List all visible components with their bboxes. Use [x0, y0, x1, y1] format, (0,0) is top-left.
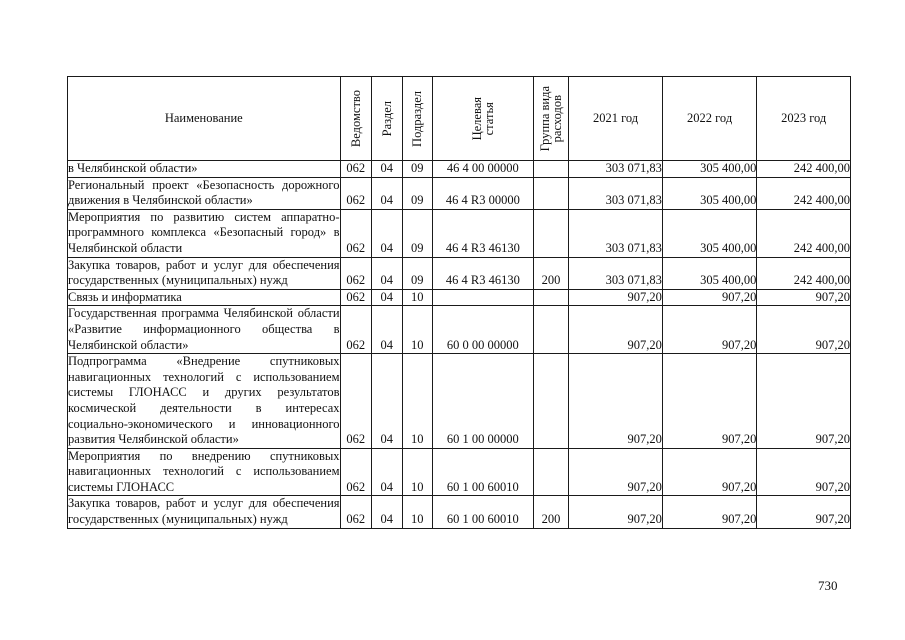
row-section: 04 — [372, 209, 403, 257]
row-2021: 907,20 — [569, 496, 663, 528]
table-row — [68, 177, 851, 209]
row-expense-group — [533, 306, 569, 354]
header-2021: 2021 год — [569, 77, 663, 161]
row-expense-group: 200 — [533, 496, 569, 528]
row-2022: 907,20 — [662, 289, 757, 306]
row-target-article: 60 1 00 00000 — [433, 354, 534, 449]
row-name: Мероприятия по развитию систем аппаратно-программного комплекса «Безопасный город» в Челябинской области — [68, 209, 341, 257]
row-subsection: 09 — [402, 161, 433, 178]
row-2021: 907,20 — [569, 354, 663, 449]
row-department: 062 — [340, 161, 372, 178]
budget-table — [67, 76, 851, 529]
header-target-article: Целевая статья — [433, 77, 534, 161]
row-2021: 303 071,83 — [569, 177, 663, 209]
row-name: Закупка товаров, работ и услуг для обеспечения государственных (муниципальных) нужд — [68, 257, 341, 289]
header-2022: 2022 год — [662, 77, 757, 161]
row-target-article: 60 1 00 60010 — [433, 448, 534, 496]
table-header-row — [68, 77, 851, 161]
row-2021: 907,20 — [569, 448, 663, 496]
row-subsection: 10 — [402, 306, 433, 354]
row-2023: 907,20 — [757, 306, 851, 354]
row-2023: 242 400,00 — [757, 177, 851, 209]
row-section: 04 — [372, 177, 403, 209]
row-2022: 305 400,00 — [662, 209, 757, 257]
header-name: Наименование — [68, 77, 341, 161]
row-subsection: 09 — [402, 177, 433, 209]
row-subsection: 09 — [402, 209, 433, 257]
table-row — [68, 161, 851, 178]
row-department: 062 — [340, 306, 372, 354]
row-name: Связь и информатика — [68, 289, 341, 306]
row-department: 062 — [340, 177, 372, 209]
row-name: Подпрограмма «Внедрение спутниковых навигационных технологий с использованием системы ГЛОНАСС и других результатов космической деятельности в интересах социально-экономического и инновационного развития Челябинской области» — [68, 354, 341, 449]
row-2021: 907,20 — [569, 289, 663, 306]
row-2023: 907,20 — [757, 448, 851, 496]
row-name: Мероприятия по внедрению спутниковых навигационных технологий с использованием системы ГЛОНАСС — [68, 448, 341, 496]
page-number: 730 — [818, 578, 838, 593]
row-2022: 305 400,00 — [662, 161, 757, 178]
row-2022: 305 400,00 — [662, 177, 757, 209]
row-expense-group — [533, 177, 569, 209]
row-section: 04 — [372, 289, 403, 306]
header-section: Раздел — [372, 77, 403, 161]
row-section: 04 — [372, 448, 403, 496]
row-target-article: 60 1 00 60010 — [433, 496, 534, 528]
row-section: 04 — [372, 496, 403, 528]
row-department: 062 — [340, 354, 372, 449]
header-subsection: Подраздел — [402, 77, 433, 161]
row-name: Государственная программа Челябинской области «Развитие информационного общества в Челябинской области» — [68, 306, 341, 354]
row-2021: 303 071,83 — [569, 161, 663, 178]
header-2023: 2023 год — [757, 77, 851, 161]
row-2021: 303 071,83 — [569, 257, 663, 289]
table-row — [68, 209, 851, 257]
row-expense-group — [533, 354, 569, 449]
row-section: 04 — [372, 306, 403, 354]
row-subsection: 10 — [402, 289, 433, 306]
row-department: 062 — [340, 209, 372, 257]
row-subsection: 10 — [402, 354, 433, 449]
row-expense-group — [533, 289, 569, 306]
row-name: Региональный проект «Безопасность дорожного движения в Челябинской области» — [68, 177, 341, 209]
row-2022: 907,20 — [662, 496, 757, 528]
row-2023: 242 400,00 — [757, 257, 851, 289]
table-row — [68, 448, 851, 496]
row-department: 062 — [340, 257, 372, 289]
row-section: 04 — [372, 257, 403, 289]
row-department: 062 — [340, 289, 372, 306]
row-name: Закупка товаров, работ и услуг для обеспечения государственных (муниципальных) нужд — [68, 496, 341, 528]
table-row — [68, 257, 851, 289]
table-row — [68, 496, 851, 528]
table-row — [68, 289, 851, 306]
row-expense-group — [533, 448, 569, 496]
row-2023: 242 400,00 — [757, 161, 851, 178]
row-2023: 907,20 — [757, 496, 851, 528]
row-subsection: 10 — [402, 448, 433, 496]
row-target-article: 46 4 R3 00000 — [433, 177, 534, 209]
row-2022: 907,20 — [662, 306, 757, 354]
row-section: 04 — [372, 161, 403, 178]
table-row — [68, 306, 851, 354]
row-2021: 303 071,83 — [569, 209, 663, 257]
row-target-article: 46 4 00 00000 — [433, 161, 534, 178]
row-subsection: 09 — [402, 257, 433, 289]
header-department: Ведомство — [340, 77, 372, 161]
header-expense-group: Группа вида расходов — [533, 77, 569, 161]
row-department: 062 — [340, 496, 372, 528]
row-department: 062 — [340, 448, 372, 496]
row-target-article — [433, 289, 534, 306]
row-2022: 305 400,00 — [662, 257, 757, 289]
row-target-article: 46 4 R3 46130 — [433, 209, 534, 257]
row-2023: 907,20 — [757, 354, 851, 449]
row-expense-group — [533, 209, 569, 257]
row-section: 04 — [372, 354, 403, 449]
row-2023: 242 400,00 — [757, 209, 851, 257]
row-2023: 907,20 — [757, 289, 851, 306]
table-row — [68, 354, 851, 449]
row-subsection: 10 — [402, 496, 433, 528]
row-expense-group — [533, 161, 569, 178]
row-target-article: 46 4 R3 46130 — [433, 257, 534, 289]
row-2022: 907,20 — [662, 354, 757, 449]
row-target-article: 60 0 00 00000 — [433, 306, 534, 354]
row-2021: 907,20 — [569, 306, 663, 354]
row-name: в Челябинской области» — [68, 161, 341, 178]
row-expense-group: 200 — [533, 257, 569, 289]
row-2022: 907,20 — [662, 448, 757, 496]
